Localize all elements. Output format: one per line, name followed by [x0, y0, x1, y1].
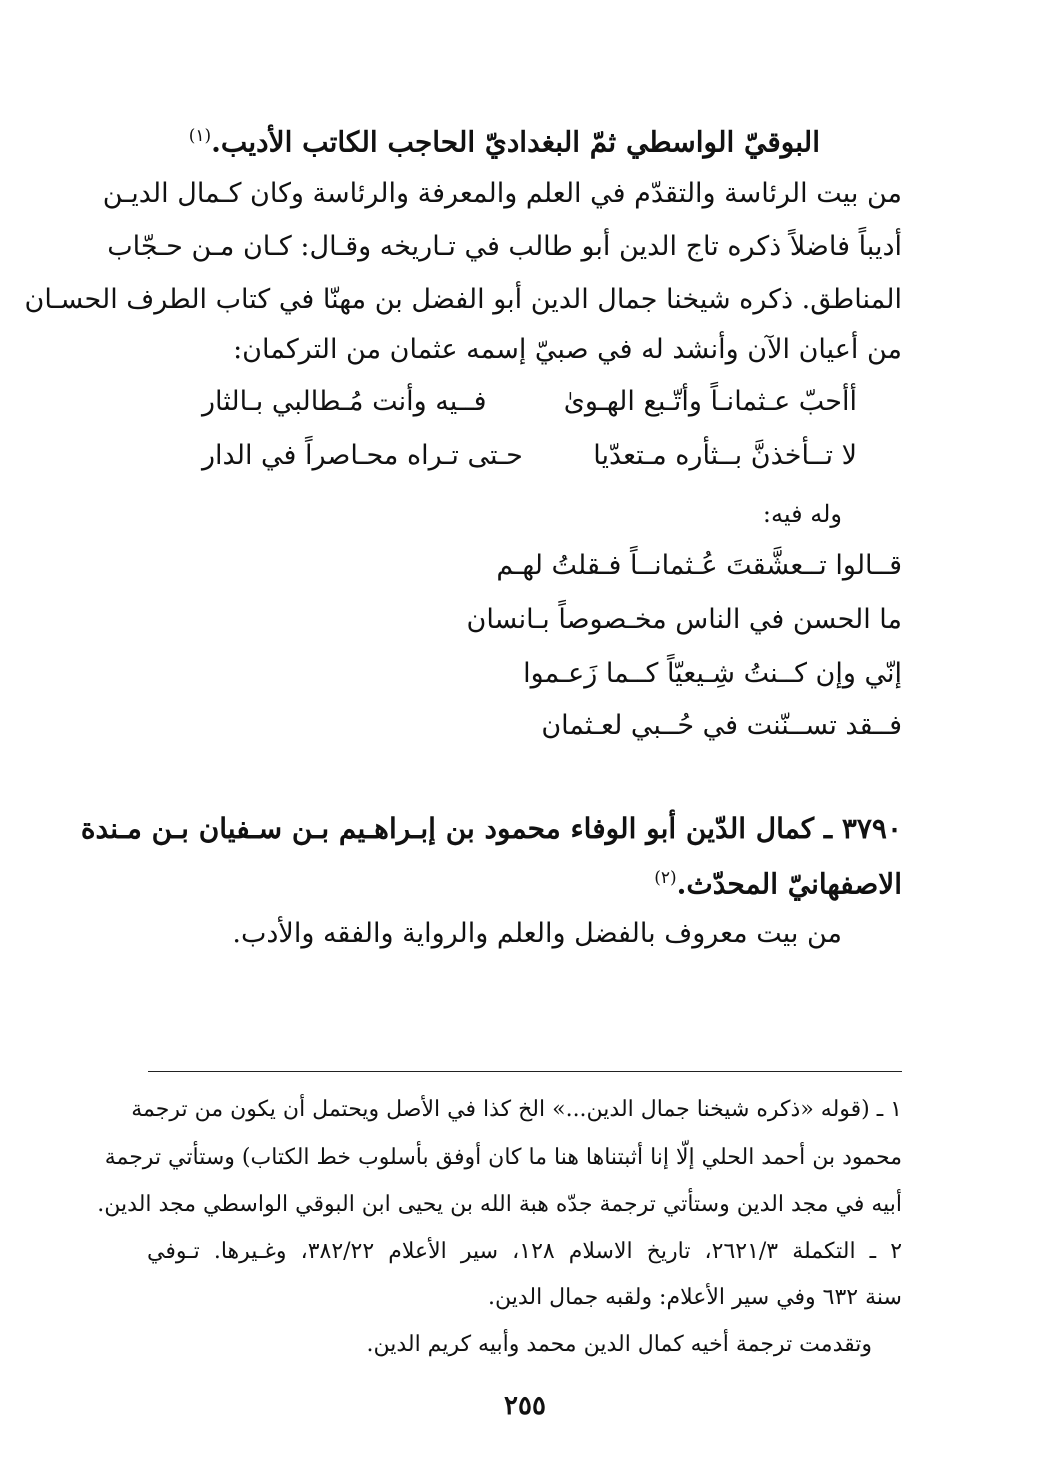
poem-line-4: فــقد تســنّنت في حُــبي لعـثمان [541, 710, 902, 741]
entry-2-title-end: الاصفهانيّ المحدّث. [676, 867, 902, 901]
page-number: ٢٥٥ [504, 1391, 546, 1421]
paragraph-line-2: أديباً فاضلاً ذكره تاج الدين أبو طالب في تـاريخه وقـال: كـان مـن حـجّاب [107, 231, 902, 262]
paragraph-line-1: من بيت الرئاسة والتقدّم في العلم والمعرفة والرئاسة وكان كـمال الديـن [102, 178, 902, 209]
poem-line-2: ما الحسن في الناس مخـصوصاً بـانسان [466, 604, 902, 635]
entry-title-line [189, 112, 820, 166]
verse-2-first-hemistich: لا تــأخذنَّ بــثأره مـتعدّيا [593, 440, 857, 471]
footnote-2-line-2: سنة ٦٣٢ وفي سير الأعلام: ولقبه جمال الدين. [487, 1285, 902, 1310]
paragraph-line-3: المناطق. ذكره شيخنا جمال الدين أبو الفضل بن مهنّا في كتاب الطرف الحسـان [24, 284, 902, 315]
verse-1-first-hemistich: أأحبّ عـثمانـاً وأتّـبع الهـوىٰ [563, 386, 857, 417]
footnote-1-line-2: محمود بن أحمد الحلي إلّا إنا أثبتناها هنا ما كان أوفق بأسلوب خط الكتاب) وستأتي ترجمة [104, 1145, 902, 1170]
entry-title: البوقيّ الواسطي ثمّ البغداديّ الحاجب الكاتب الأديب. [211, 125, 820, 159]
verse-1-second-hemistich: فــيه وأنت مُـطالبي بـالثار [202, 386, 487, 417]
entry-2-body: من بيت معروف بالفضل والعلم والرواية والفقه والأدب. [232, 918, 842, 949]
footnote-2-line-1: ٢ ـ التكملة ٢٦٢١/٣، تاريخ الاسلام ١٢٨، سير الأعلام ٣٨٢/٢٢، وغـيرها. تـوفي [147, 1239, 903, 1264]
footnote-divider [148, 1071, 902, 1072]
poem-line-1: قــالوا تــعشَّقتَ عُـثمانــاً فـقلتُ لهـم [496, 550, 902, 581]
verse-1 [202, 378, 902, 426]
footnote-ref-2: (٢) [654, 868, 677, 888]
verse-2-second-hemistich: حـتى تـراه محـاصراً في الدار [202, 440, 523, 471]
footnote-ref-1: (١) [188, 126, 212, 146]
paragraph-line-4: من أعيان الآن وأنشد له في صبيّ إسمه عثمان من التركمان: [233, 334, 902, 365]
entry-2-heading-line-2 [147, 854, 902, 908]
poem-line-3: إنّي وإن كــنتُ شِـيعيّاً كــما زَعـموا [523, 658, 902, 689]
poem-intro-label: وله فيه: [762, 500, 842, 528]
verse-2 [202, 432, 902, 480]
entry-2-heading-line-1: ٣٧٩٠ ـ كمال الدّين أبو الوفاء محمود بن إبـراهـيم بـن سـفيان بـن مـندة [80, 812, 902, 845]
footnote-1-line-1: ١ ـ (قوله «ذكره شيخنا جمال الدين...» الخ كذا في الأصل ويحتمل أن يكون من ترجمة [131, 1097, 902, 1122]
footnote-2-line-3: وتقدمت ترجمة أخيه كمال الدين محمد وأبيه كريم الدين. [366, 1332, 872, 1357]
footnote-1-line-3: أبيه في مجد الدين وستأتي ترجمة جدّه هبة الله بن يحيى ابن البوقي الواسطي مجد الدين. [97, 1192, 902, 1217]
